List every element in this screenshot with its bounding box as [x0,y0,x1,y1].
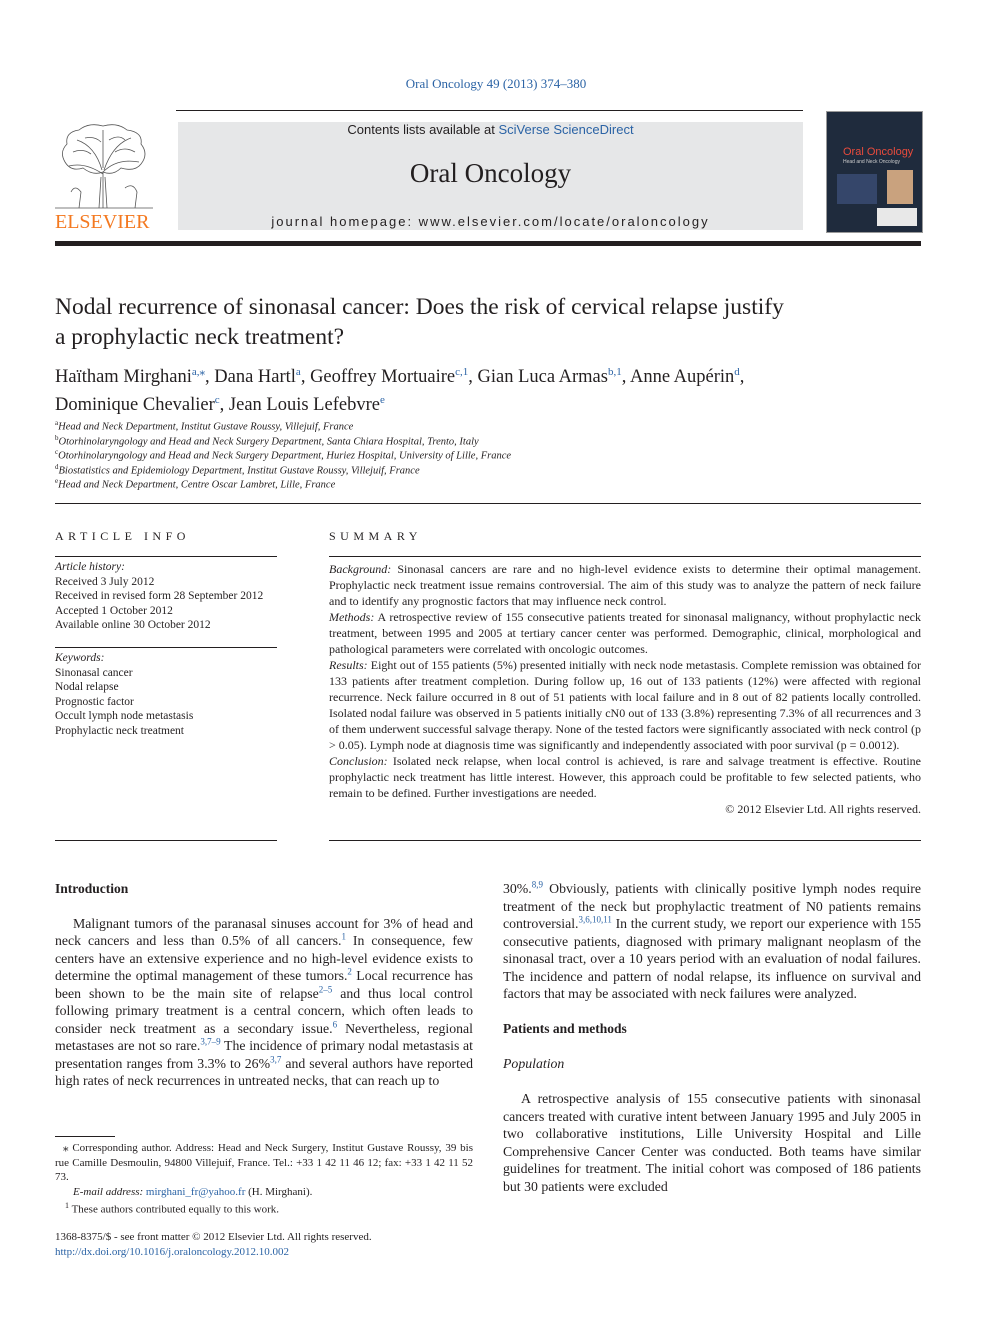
divider [55,556,277,557]
sciencedirect-link[interactable]: SciVerse ScienceDirect [498,122,634,137]
author-name[interactable]: Jean Louis Lefebvre [228,394,380,415]
divider [55,503,921,504]
cover-subtitle: Head and Neck Oncology [843,159,900,165]
footnotes: ⁎ Corresponding author. Address: Head and Neck Surgery, Institut Gustave Roussy, 39 bis rue Camille Desmoulin, 94800 Villejuif, France. Tel.: +33 1 42 11 46 12; fax: +33 1 42 11 52 73. E-mail address: mirghani_fr@yahoo.fr (H. Mirghani). $^1$ These authors contributed equally to this work. [55,1142,473,1216]
email-link[interactable]: mirghani_fr@yahoo.fr [145,1185,246,1198]
header-rule [176,110,803,111]
footnote-rule [55,1136,115,1137]
reference-link[interactable]: 1 [341,931,346,942]
author-name[interactable]: Dana Hartl [214,367,296,388]
body-column-left [55,880,473,1090]
reference-link[interactable]: 3,6,10,11 [578,914,612,925]
reference-link[interactable]: 3,7 [270,1053,282,1064]
body-column-right [503,880,921,1195]
summary-heading: SUMMARY [329,529,422,543]
paragraph: 30%.$^{8,9}$ Obviously, patients with clinically positive lymph nodes require treatment of the neck but prophylactic treatment of N0 patients remains controversial.$^{3,6,10,11}$ In the current study, we report our experience with 155 consecutive patients, diagnosed with primary malignant neoplasm of the sinonasal tract, over a 10 years period with an evaluation of nodal failures. The incidence and pattern of nodal relapse, its influence on survival and factors that may be associated with neck failures were analyzed. [503,879,921,1001]
header-thick-rule [55,241,921,246]
journal-banner [178,122,803,230]
contents-line: Contents lists available at SciVerse ScienceDirect [347,122,634,137]
doi-link[interactable]: http://dx.doi.org/10.1016/j.oraloncology.2012.10.002 [55,1245,290,1258]
section-heading-introduction: Introduction [55,881,129,896]
cover-title: Oral Oncology [843,146,914,158]
reference-link[interactable]: 6 [332,1018,338,1029]
cover-logo-box [877,208,917,226]
author-name[interactable]: Geoffrey Mortuaire [310,367,456,388]
author-name[interactable]: Haïtham Mirghani [55,367,192,388]
journal-cover-thumbnail [826,111,923,233]
cover-image-left [837,174,877,204]
copyright: © 2012 Elsevier Ltd. All rights reserved. [725,802,921,816]
reference-link[interactable]: 2–5 [318,983,333,994]
keyword: Occult lymph node metastasis [55,710,194,722]
journal-citation: Oral Oncology 49 (2013) 374–380 [405,76,587,91]
section-heading-methods: Patients and methods [503,1021,627,1036]
article-info-heading: ARTICLE INFO [55,529,190,543]
keywords: Keywords: Sinonasal cancer Nodal relapse Prognostic factor Occult lymph node metastasis Prophylactic neck treatment [55,651,277,738]
divider [55,840,277,841]
subsection-heading-population: Population [503,1056,565,1071]
keyword: Nodal relapse [55,681,119,693]
keyword: Prognostic factor [55,695,134,708]
paragraph: Malignant tumors of the paranasal sinuses account for 3% of head and neck cancers and less than 0.5% of all cancers.$^1$ In consequence, few centers have an extensive experience and no high-level evidence exists to determine the optimal management of these tumors.$^2$ Local recurrence has been shown to be the main site of relapse$^{2-5}$ and thus local control following primary treatment is a central concern, which often leads to consider neck treatment as a secondary issue.$^6$ Nevertheless, regional metastases are not so rare.$^{3,7-9}$ The incidence of primary nodal metastasis at presentation ranges from 3.3% to 26%$^{3,7}$ and several authors have reported high rates of neck recurrences in untreated necks, that can reach up to [55,915,473,1088]
article-history: Article history: Received 3 July 2012 Received in revised form 28 September 2012 Accepted 1 October 2012 Available online 30 October 2012 [55,561,264,631]
affiliation: $^c$Otorhinolaryngology and Head and Neck Surgery Department, Huriez Hospital, University of Lille, France [55,448,512,462]
keyword: Sinonasal cancer [55,666,133,679]
elsevier-wordmark: ELSEVIER [55,211,150,233]
paragraph: A retrospective analysis of 155 consecutive patients with sinonasal cancers treated with curative intent between January 1995 and July 2005 in two collaborative institutions, Lille University Hospital and Lille Comprehensive Cancer Center was conducted. Both teams have similar guidelines for treatment. The initial cohort was composed of 186 patients but 30 patients were excluded [503,1091,921,1194]
cover-image-right [887,170,913,204]
reference-link[interactable]: 2 [347,966,352,977]
affiliation: $^b$Otorhinolaryngology and Head and Neck Surgery Department, Santa Chiara Hospital, Trento, Italy [55,433,479,447]
journal-title: Oral Oncology [409,158,572,188]
keyword: Prophylactic neck treatment [55,724,185,737]
divider [55,647,277,648]
author-name[interactable]: Gian Luca Armas [477,367,608,388]
affiliation: $^a$Head and Neck Department, Institut Gustave Roussy, Villejuif, France [55,419,354,433]
affiliation: $^d$Biostatistics and Epidemiology Department, Institut Gustave Roussy, Villejuif, France [55,462,420,476]
reference-link[interactable]: 8,9 [531,879,543,890]
issn-line: 1368-8375/$ - see front matter © 2012 Elsevier Ltd. All rights reserved. [55,1231,372,1243]
author-list: Haïtham Mirghani$^{a,⁎}$, Dana Hartl$^a$, Geoffrey Mortuaire$^{c,1}$, Gian Luca Armas$^{b,1}$, Anne Aupérin$^d$, Dominique Chevalier$^c$, Jean Louis Lefebvre$^e$ [55,366,745,415]
article-title: Nodal recurrence of sinonasal cancer: Does the risk of cervical relapse justify a prophylactic neck treatment? [55,294,784,350]
author-name[interactable]: Anne Aupérin [629,367,735,388]
divider [329,840,921,841]
divider [329,556,921,557]
author-name[interactable]: Dominique Chevalier [55,394,215,415]
abstract: Background: Sinonasal cancers are rare and no high-level evidence exists to determine their optimal management. Prophylactic neck treatment issue remains controversial. The aim of this study was to analyze the pattern of neck failure and to identify any prognostic factors that may influence neck control. Methods: A retrospective review of 155 consecutive patients treated for sinonasal malignancy, without prophylactic neck treatment, between 1995 and 2005 at tertiary cancer center was performed. Demographic, clinical, morphological and pathological parameters were correlated with oncologic outcomes. Results: Eight out of 155 patients (5%) presented initially with neck node metastasis. Complete remission was obtained for 133 patients after treatment completion. During follow up, 16 out of 133 patients (12%) were affected with regional recurrence. Neck failure occurred in 8 out of 51 patients with local failure and in 8 out of 82 patients locally controlled. Isolated nodal failure was observed in 5 patients initially cN0 out of 133 (3.8%) representing 7.3% of all recurrences and 3 of them underwent successful salvage therapy. None of the tested factors were significantly associated with neck control (p > 0.05). Lymph node at diagnosis time was significantly and independently associated with poor survival (p = 0.0012). Conclusion: Isolated neck relapse, when local control is achieved, is rare and salvage treatment is effective. Routine prophylactic neck treatment has little interest. However, this approach could be profitable to few selected patients, who remain to be defined. Further investigations are needed. © 2012 Elsevier Ltd. All rights reserved. [329,562,922,816]
reference-link[interactable]: 3,7–9 [200,1036,221,1047]
journal-homepage[interactable]: journal homepage: www.elsevier.com/locate/oraloncology [271,214,710,229]
affiliation: $^e$Head and Neck Department, Centre Oscar Lambret, Lille, France [55,477,336,491]
